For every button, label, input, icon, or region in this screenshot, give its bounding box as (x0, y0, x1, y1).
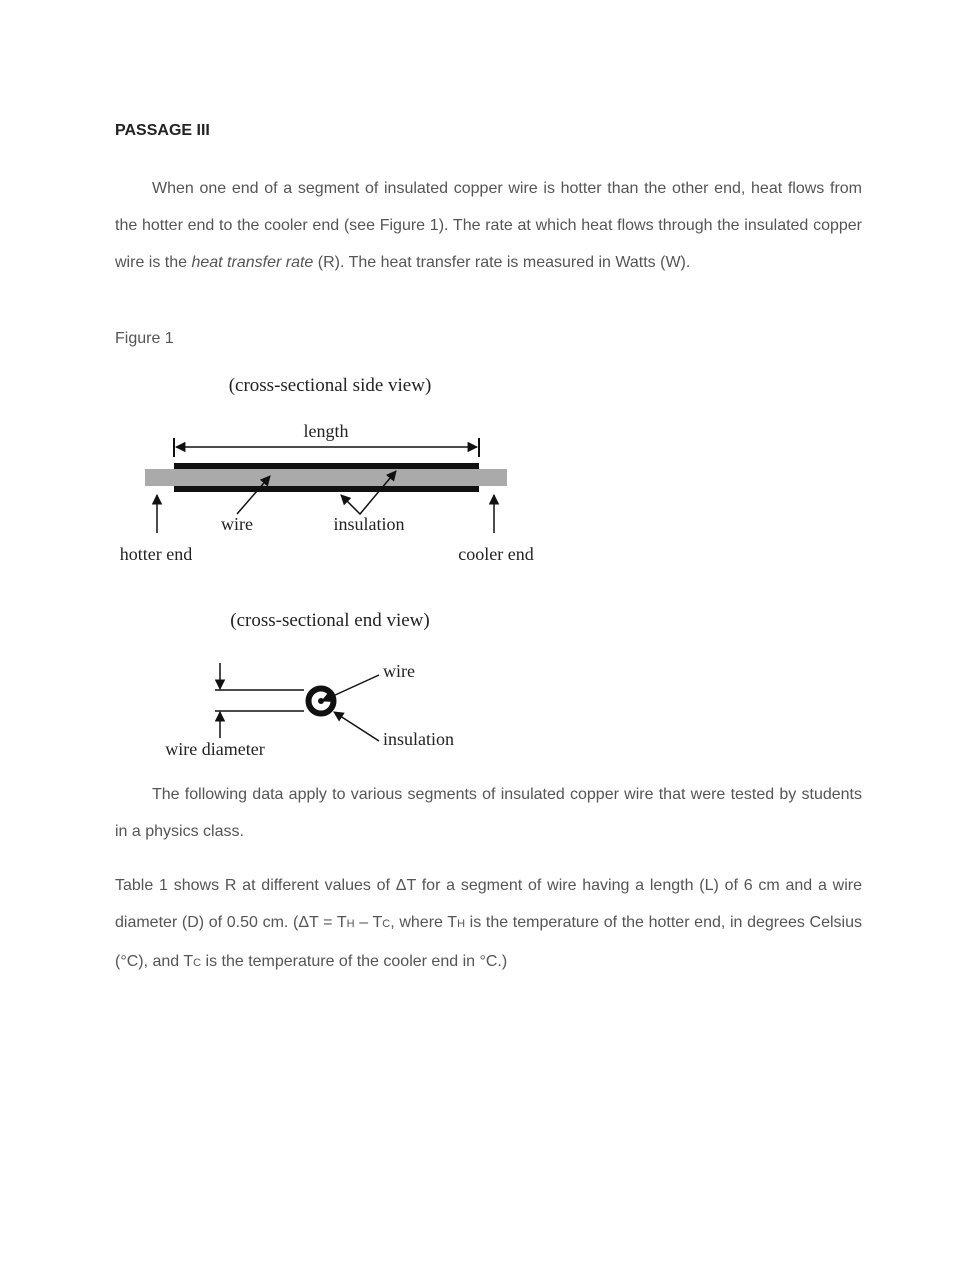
side-view-title: (cross-sectional side view) (228, 375, 432, 396)
table-intro-e: is the temperature of the cooler end in °C.) (201, 953, 508, 970)
insulation-top (174, 463, 479, 469)
cooler-end-label: cooler end (458, 544, 534, 564)
side-wire-label: wire (221, 514, 253, 534)
figure-1-diagram (110, 365, 550, 765)
end-insulation-pointer (334, 712, 379, 741)
passage-heading: PASSAGE III (115, 122, 210, 139)
table-intro-d: is the temperature of the hotter end, in degrees Celsius (°C), and T (115, 914, 863, 970)
table-intro-c: , where T (390, 914, 458, 931)
end-wire-pointer (322, 675, 379, 701)
insulation-bottom (174, 486, 479, 492)
intro-text-2: (R). The heat transfer rate is measured in Watts (W). (313, 254, 691, 271)
subscript-c2: C (193, 957, 202, 969)
figure-label: Figure 1 (115, 330, 174, 347)
end-insulation-label: insulation (383, 729, 454, 749)
wire-bar (145, 469, 507, 486)
end-wire-label: wire (383, 661, 415, 681)
data-intro-paragraph: The following data apply to various segments of insulated copper wire that were tested by students in a physics class. (115, 786, 862, 840)
end-view-title: (cross-sectional end view) (230, 610, 430, 631)
subscript-h: H (346, 918, 355, 930)
wire-diameter-label: wire diameter (165, 739, 265, 759)
table-intro-a: Table 1 shows R at different values of ΔT for a segment of wire having a length (L) of 6 cm and a wire diameter (D) of 0.50 cm. (ΔT = T (115, 877, 862, 931)
side-insulation-label: insulation (333, 514, 405, 534)
intro-term: heat transfer rate (191, 254, 314, 271)
hotter-end-label: hotter end (119, 544, 193, 564)
table-intro-paragraph (115, 867, 862, 982)
subscript-c: C (382, 918, 391, 930)
table-intro-b: – T (354, 914, 383, 931)
intro-text-1: When one end of a segment of insulated copper wire is hotter than the other end, heat flows from the hotter end to the cooler end (see Figure 1). The rate at which heat flows through the insulated copper wire is the (115, 180, 862, 271)
length-label: length (303, 421, 349, 441)
subscript-h2: H (457, 918, 466, 930)
intro-paragraph (115, 170, 862, 281)
